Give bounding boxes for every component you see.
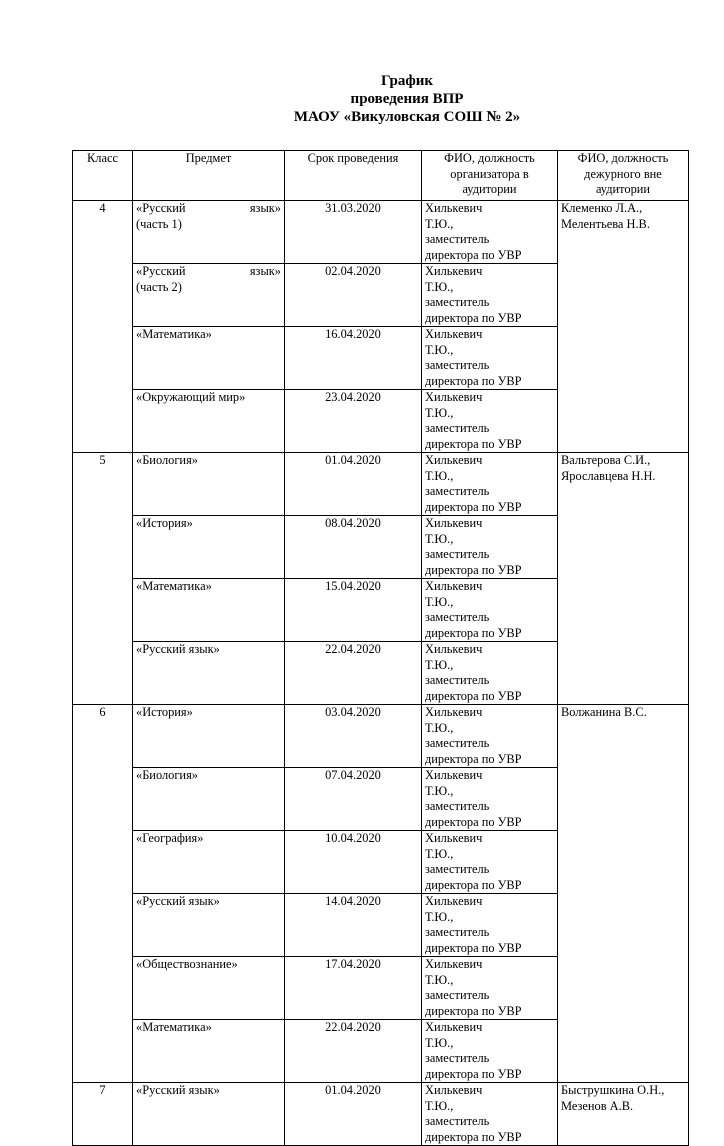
duty-cell (558, 705, 689, 1083)
organizer-initials: Т.Ю., (425, 846, 454, 861)
duty-name: Мезенов А.В. (561, 1098, 634, 1113)
subject-word: «Русский (136, 201, 186, 215)
organizer-position: директора по УВР (425, 562, 522, 577)
organizer-position: директора по УВР (425, 1129, 522, 1144)
organizer-surname: Хилькевич (425, 1083, 483, 1097)
organizer-name (425, 1083, 554, 1114)
subject-cell: «Русский язык» (133, 1083, 285, 1146)
date-cell: 16.04.2020 (285, 327, 422, 390)
organizer-role: заместитель (425, 736, 490, 750)
organizer-role: заместитель (425, 421, 490, 435)
organizer-position: директора по УВР (425, 688, 522, 703)
organizer-cell (422, 390, 558, 453)
date-cell: 03.04.2020 (285, 705, 422, 768)
organizer-cell (422, 957, 558, 1020)
organizer-initials: Т.Ю., (425, 531, 454, 546)
duty-name: Ярославцева Н.Н. (561, 468, 656, 483)
schedule-body (73, 201, 689, 1146)
date-cell: 17.04.2020 (285, 957, 422, 1020)
organizer-surname: Хилькевич (425, 516, 483, 530)
table-row (73, 201, 689, 264)
organizer-cell (422, 894, 558, 957)
date-cell: 31.03.2020 (285, 201, 422, 264)
organizer-initials: Т.Ю., (425, 405, 454, 420)
organizer-cell (422, 831, 558, 894)
date-cell: 01.04.2020 (285, 1083, 422, 1146)
class-cell: 7 (73, 1083, 133, 1146)
organizer-name (425, 642, 554, 673)
organizer-cell (422, 1083, 558, 1146)
date-cell: 14.04.2020 (285, 894, 422, 957)
organizer-name (425, 390, 554, 421)
organizer-surname: Хилькевич (425, 453, 483, 467)
organizer-role: заместитель (425, 547, 490, 561)
subject-cell: «Окружающий мир» (133, 390, 285, 453)
duty-name: Волжанина В.С. (561, 705, 647, 719)
organizer-initials: Т.Ю., (425, 1035, 454, 1050)
organizer-name (425, 453, 554, 484)
organizer-surname: Хилькевич (425, 768, 483, 782)
duty-name: Клеменко Л.А., (561, 201, 643, 215)
class-cell: 5 (73, 453, 133, 705)
organizer-surname: Хилькевич (425, 642, 483, 656)
organizer-name (425, 705, 554, 736)
subject-cell: «История» (133, 516, 285, 579)
date-cell: 02.04.2020 (285, 264, 422, 327)
subject-cell: «Обществознание» (133, 957, 285, 1020)
class-cell: 6 (73, 705, 133, 1083)
organizer-surname: Хилькевич (425, 894, 483, 908)
organizer-position: директора по УВР (425, 940, 522, 955)
organizer-role: заместитель (425, 1114, 490, 1128)
organizer-cell (422, 642, 558, 705)
organizer-position: директора по УВР (425, 814, 522, 829)
subject-cell: «Русский язык» (133, 642, 285, 705)
title-line-1: График (380, 73, 434, 89)
organizer-cell (422, 201, 558, 264)
organizer-surname: Хилькевич (425, 957, 483, 971)
organizer-initials: Т.Ю., (425, 720, 454, 735)
subject-part: (часть 1) (136, 216, 182, 231)
date-cell: 22.04.2020 (285, 1020, 422, 1083)
organizer-initials: Т.Ю., (425, 279, 454, 294)
subject-word: «Русский (136, 264, 186, 278)
organizer-surname: Хилькевич (425, 1020, 483, 1034)
organizer-position: директора по УВР (425, 1066, 522, 1081)
organizer-surname: Хилькевич (425, 264, 483, 278)
duty-cell (558, 453, 689, 705)
organizer-cell (422, 453, 558, 516)
organizer-cell (422, 516, 558, 579)
date-cell: 07.04.2020 (285, 768, 422, 831)
organizer-surname: Хилькевич (425, 390, 483, 404)
date-cell: 22.04.2020 (285, 642, 422, 705)
organizer-role: заместитель (425, 925, 490, 939)
organizer-initials: Т.Ю., (425, 783, 454, 798)
organizer-surname: Хилькевич (425, 201, 483, 215)
organizer-initials: Т.Ю., (425, 342, 454, 357)
subject-cell: «Математика» (133, 327, 285, 390)
date-cell: 23.04.2020 (285, 390, 422, 453)
organizer-position: директора по УВР (425, 1003, 522, 1018)
organizer-initials: Т.Ю., (425, 972, 454, 987)
organizer-surname: Хилькевич (425, 831, 483, 845)
class-cell: 4 (73, 201, 133, 453)
header-date: Срок проведения (285, 151, 422, 201)
organizer-role: заместитель (425, 799, 490, 813)
organizer-cell (422, 1020, 558, 1083)
organizer-surname: Хилькевич (425, 579, 483, 593)
title-line-3: МАОУ «Викуловская СОШ № 2» (293, 109, 521, 125)
header-duty: ФИО, должность дежурного вне аудитории (558, 151, 689, 201)
duty-cell (558, 201, 689, 453)
subject-cell: «Биология» (133, 768, 285, 831)
duty-name: Мелентьева Н.В. (561, 216, 650, 231)
organizer-name (425, 831, 554, 862)
organizer-name (425, 957, 554, 988)
organizer-position: директора по УВР (425, 625, 522, 640)
header-class: Класс (73, 151, 133, 201)
subject-cell: «Математика» (133, 1020, 285, 1083)
organizer-role: заместитель (425, 862, 490, 876)
organizer-role: заместитель (425, 484, 490, 498)
organizer-position: директора по УВР (425, 436, 522, 451)
organizer-cell (422, 768, 558, 831)
organizer-name (425, 327, 554, 358)
schedule-table (72, 150, 689, 1146)
organizer-name (425, 768, 554, 799)
subject-cell: «Русский язык» (133, 894, 285, 957)
organizer-role: заместитель (425, 232, 490, 246)
subject-cell: «Биология» (133, 453, 285, 516)
subject-cell (133, 264, 285, 327)
duty-cell (558, 1083, 689, 1146)
organizer-role: заместитель (425, 673, 490, 687)
organizer-cell (422, 264, 558, 327)
organizer-cell (422, 579, 558, 642)
duty-name: Быструшкина О.Н., (561, 1083, 665, 1097)
subject-cell: «География» (133, 831, 285, 894)
organizer-initials: Т.Ю., (425, 468, 454, 483)
organizer-role: заместитель (425, 988, 490, 1002)
organizer-initials: Т.Ю., (425, 909, 454, 924)
date-cell: 15.04.2020 (285, 579, 422, 642)
organizer-position: директора по УВР (425, 877, 522, 892)
date-cell: 01.04.2020 (285, 453, 422, 516)
organizer-position: директора по УВР (425, 373, 522, 388)
organizer-initials: Т.Ю., (425, 594, 454, 609)
organizer-cell (422, 327, 558, 390)
organizer-position: директора по УВР (425, 751, 522, 766)
table-row (73, 453, 689, 516)
header-subject: Предмет (133, 151, 285, 201)
table-row (73, 1083, 689, 1146)
subject-part: (часть 2) (136, 279, 182, 294)
organizer-name (425, 264, 554, 295)
document-title (0, 72, 724, 126)
title-line-2: проведения ВПР (350, 91, 464, 107)
organizer-name (425, 201, 554, 232)
organizer-position: директора по УВР (425, 499, 522, 514)
organizer-surname: Хилькевич (425, 705, 483, 719)
organizer-initials: Т.Ю., (425, 1098, 454, 1113)
organizer-position: директора по УВР (425, 310, 522, 325)
header-organizer: ФИО, должность организатора в аудитории (422, 151, 558, 201)
organizer-role: заместитель (425, 295, 490, 309)
organizer-name (425, 579, 554, 610)
subject-cell: «История» (133, 705, 285, 768)
organizer-position: директора по УВР (425, 247, 522, 262)
subject-cell: «Математика» (133, 579, 285, 642)
table-row (73, 705, 689, 768)
subject-cell (133, 201, 285, 264)
organizer-initials: Т.Ю., (425, 216, 454, 231)
date-cell: 08.04.2020 (285, 516, 422, 579)
subject-word: язык» (249, 264, 281, 278)
organizer-cell (422, 705, 558, 768)
date-cell: 10.04.2020 (285, 831, 422, 894)
organizer-role: заместитель (425, 358, 490, 372)
organizer-role: заместитель (425, 1051, 490, 1065)
organizer-surname: Хилькевич (425, 327, 483, 341)
header-row (73, 151, 689, 201)
organizer-initials: Т.Ю., (425, 657, 454, 672)
subject-word: язык» (249, 201, 281, 215)
organizer-name (425, 1020, 554, 1051)
organizer-name (425, 894, 554, 925)
organizer-name (425, 516, 554, 547)
organizer-role: заместитель (425, 610, 490, 624)
duty-name: Вальтерова С.И., (561, 453, 651, 467)
